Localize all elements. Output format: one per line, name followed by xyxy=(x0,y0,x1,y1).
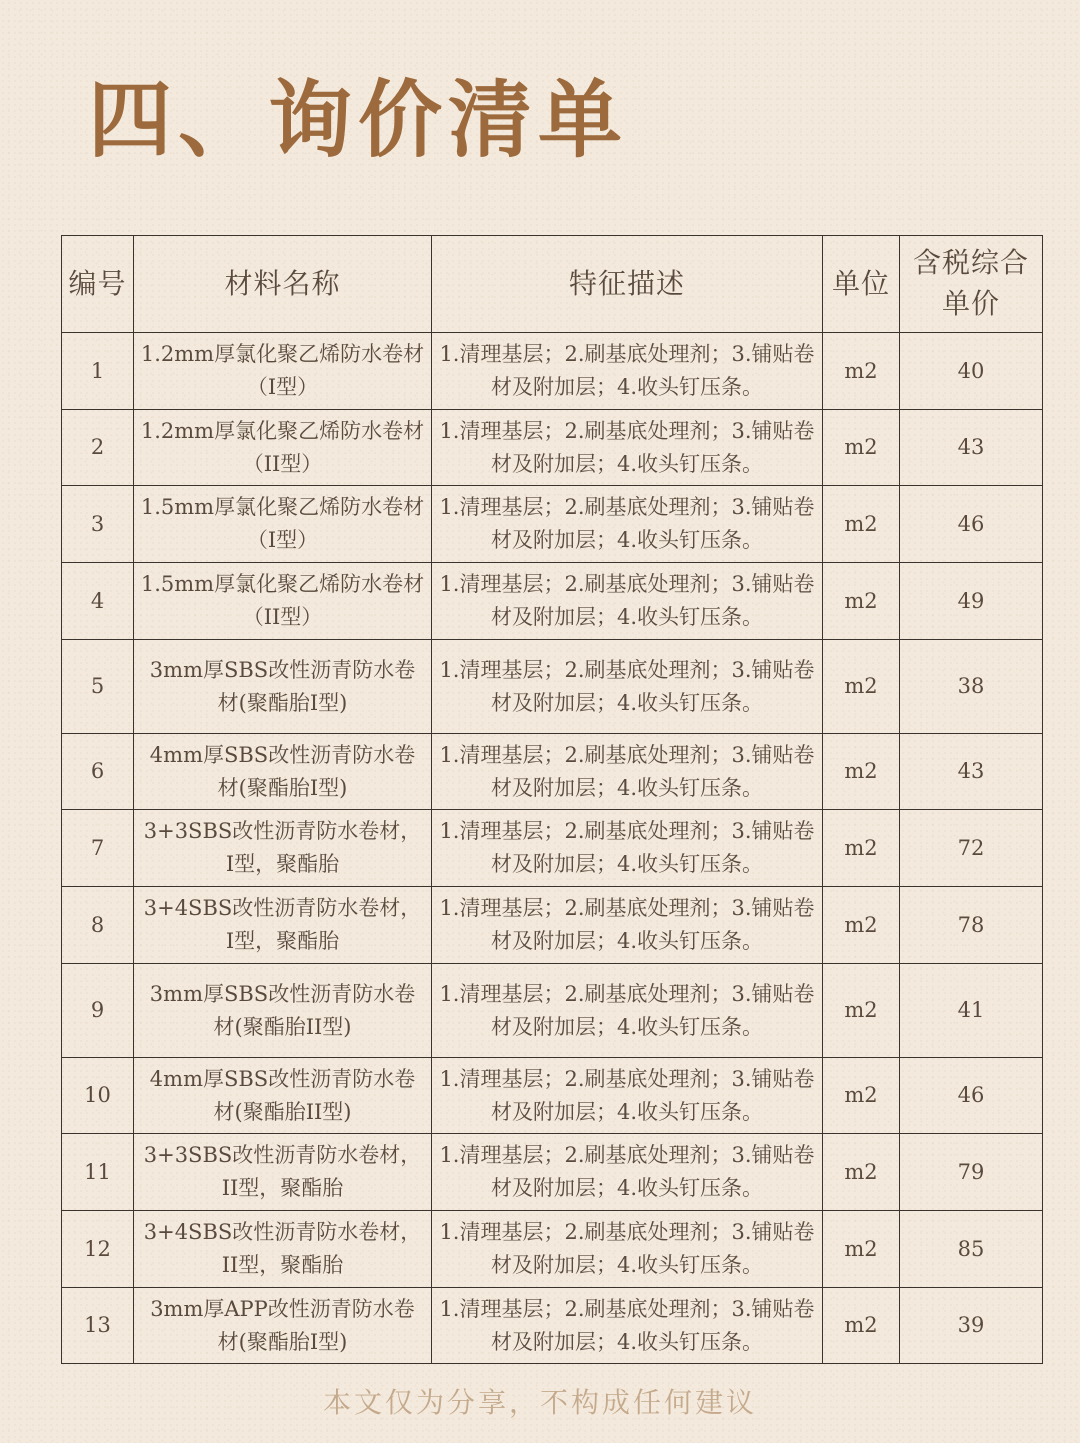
row-price: 46 xyxy=(900,486,1043,563)
row-unit: m2 xyxy=(823,333,900,410)
row-material-name: 3mm厚SBS改性沥青防水卷材(聚酯胎I型) xyxy=(134,640,432,734)
row-price: 79 xyxy=(900,1134,1043,1211)
row-description: 1.清理基层；2.刷基底处理剂；3.铺贴卷材及附加层；4.收头钉压条。 xyxy=(432,1058,823,1134)
row-price: 41 xyxy=(900,964,1043,1058)
row-id: 6 xyxy=(62,734,134,810)
row-id: 5 xyxy=(62,640,134,734)
row-price: 43 xyxy=(900,734,1043,810)
row-material-name: 4mm厚SBS改性沥青防水卷材(聚酯胎II型) xyxy=(134,1058,432,1134)
row-description: 1.清理基层；2.刷基底处理剂；3.铺贴卷材及附加层；4.收头钉压条。 xyxy=(432,1134,823,1211)
table-row xyxy=(62,563,1043,640)
row-id: 3 xyxy=(62,486,134,563)
header-unit: 单位 xyxy=(823,236,900,333)
table-row xyxy=(62,734,1043,810)
table-row xyxy=(62,486,1043,563)
header-price xyxy=(900,236,1043,333)
row-description: 1.清理基层；2.刷基底处理剂；3.铺贴卷材及附加层；4.收头钉压条。 xyxy=(432,563,823,640)
row-price: 78 xyxy=(900,887,1043,964)
header-id: 编号 xyxy=(62,236,134,333)
row-material-name: 1.2mm厚氯化聚乙烯防水卷材（I型） xyxy=(134,333,432,410)
row-unit: m2 xyxy=(823,1288,900,1364)
row-price: 39 xyxy=(900,1288,1043,1364)
row-description: 1.清理基层；2.刷基底处理剂；3.铺贴卷材及附加层；4.收头钉压条。 xyxy=(432,1211,823,1288)
row-description: 1.清理基层；2.刷基底处理剂；3.铺贴卷材及附加层；4.收头钉压条。 xyxy=(432,1288,823,1364)
row-material-name: 1.2mm厚氯化聚乙烯防水卷材（II型） xyxy=(134,410,432,486)
table-row xyxy=(62,1211,1043,1288)
row-price: 38 xyxy=(900,640,1043,734)
row-description: 1.清理基层；2.刷基底处理剂；3.铺贴卷材及附加层；4.收头钉压条。 xyxy=(432,887,823,964)
row-price: 46 xyxy=(900,1058,1043,1134)
disclaimer-footer: 本文仅为分享，不构成任何建议 xyxy=(322,1386,757,1419)
row-unit: m2 xyxy=(823,887,900,964)
table-row xyxy=(62,333,1043,410)
row-id: 2 xyxy=(62,410,134,486)
row-price: 72 xyxy=(900,810,1043,887)
row-unit: m2 xyxy=(823,1134,900,1211)
row-description: 1.清理基层；2.刷基底处理剂；3.铺贴卷材及附加层；4.收头钉压条。 xyxy=(432,486,823,563)
table-row xyxy=(62,887,1043,964)
table-row xyxy=(62,1058,1043,1134)
row-material-name: 3mm厚APP改性沥青防水卷材(聚酯胎I型) xyxy=(134,1288,432,1364)
price-inquiry-table xyxy=(61,235,1043,1364)
row-id: 7 xyxy=(62,810,134,887)
page-title: 四、询价清单 xyxy=(88,70,629,169)
row-unit: m2 xyxy=(823,810,900,887)
header-price-line2: 单价 xyxy=(941,287,1000,320)
row-price: 85 xyxy=(900,1211,1043,1288)
row-material-name: 1.5mm厚氯化聚乙烯防水卷材（I型） xyxy=(134,486,432,563)
row-unit: m2 xyxy=(823,563,900,640)
row-id: 10 xyxy=(62,1058,134,1134)
table-row xyxy=(62,640,1043,734)
row-unit: m2 xyxy=(823,734,900,810)
row-description: 1.清理基层；2.刷基底处理剂；3.铺贴卷材及附加层；4.收头钉压条。 xyxy=(432,734,823,810)
header-desc: 特征描述 xyxy=(432,236,823,333)
row-material-name: 3+4SBS改性沥青防水卷材，II型，聚酯胎 xyxy=(134,1211,432,1288)
row-material-name: 4mm厚SBS改性沥青防水卷材(聚酯胎I型) xyxy=(134,734,432,810)
row-id: 1 xyxy=(62,333,134,410)
row-unit: m2 xyxy=(823,486,900,563)
header-price-line1: 含税综合 xyxy=(912,246,1029,280)
row-material-name: 3+4SBS改性沥青防水卷材，I型，聚酯胎 xyxy=(134,887,432,964)
row-unit: m2 xyxy=(823,410,900,486)
row-price: 49 xyxy=(900,563,1043,640)
table-row xyxy=(62,1134,1043,1211)
table-row xyxy=(62,410,1043,486)
header-name: 材料名称 xyxy=(134,236,432,333)
row-material-name: 3+3SBS改性沥青防水卷材，II型，聚酯胎 xyxy=(134,1134,432,1211)
row-unit: m2 xyxy=(823,964,900,1058)
row-id: 8 xyxy=(62,887,134,964)
row-price: 40 xyxy=(900,333,1043,410)
row-description: 1.清理基层；2.刷基底处理剂；3.铺贴卷材及附加层；4.收头钉压条。 xyxy=(432,410,823,486)
row-description: 1.清理基层；2.刷基底处理剂；3.铺贴卷材及附加层；4.收头钉压条。 xyxy=(432,333,823,410)
row-unit: m2 xyxy=(823,1211,900,1288)
row-description: 1.清理基层；2.刷基底处理剂；3.铺贴卷材及附加层；4.收头钉压条。 xyxy=(432,640,823,734)
row-material-name: 3+3SBS改性沥青防水卷材，I型，聚酯胎 xyxy=(134,810,432,887)
row-unit: m2 xyxy=(823,1058,900,1134)
row-unit: m2 xyxy=(823,640,900,734)
row-id: 9 xyxy=(62,964,134,1058)
row-material-name: 3mm厚SBS改性沥青防水卷材(聚酯胎II型) xyxy=(134,964,432,1058)
table-row xyxy=(62,810,1043,887)
row-description: 1.清理基层；2.刷基底处理剂；3.铺贴卷材及附加层；4.收头钉压条。 xyxy=(432,964,823,1058)
table-body xyxy=(62,333,1043,1364)
table-row xyxy=(62,1288,1043,1364)
row-description: 1.清理基层；2.刷基底处理剂；3.铺贴卷材及附加层；4.收头钉压条。 xyxy=(432,810,823,887)
row-material-name: 1.5mm厚氯化聚乙烯防水卷材（II型） xyxy=(134,563,432,640)
row-id: 12 xyxy=(62,1211,134,1288)
row-id: 11 xyxy=(62,1134,134,1211)
row-id: 4 xyxy=(62,563,134,640)
row-price: 43 xyxy=(900,410,1043,486)
table-header-row xyxy=(62,236,1043,333)
row-id: 13 xyxy=(62,1288,134,1364)
table-row xyxy=(62,964,1043,1058)
